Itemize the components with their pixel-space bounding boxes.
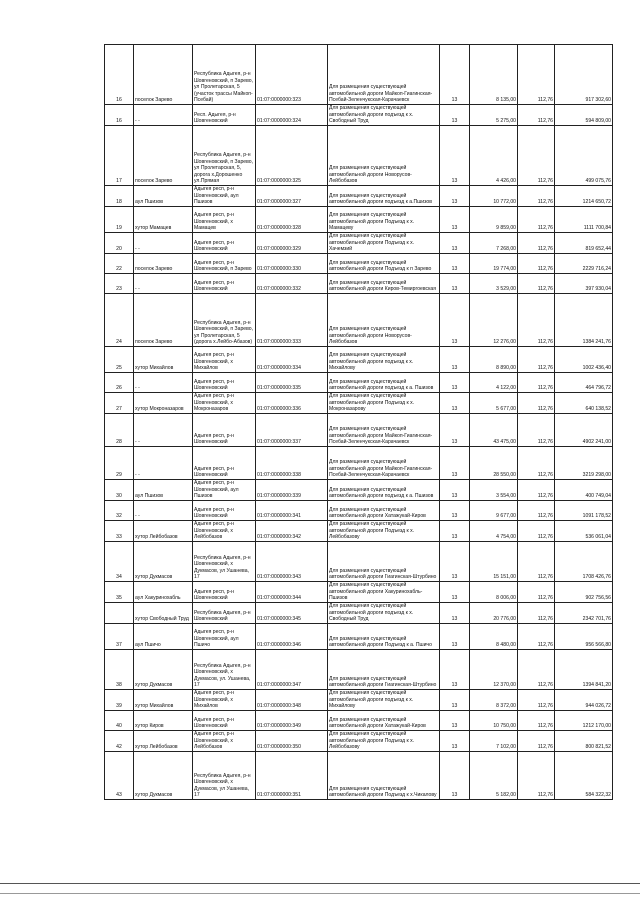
purpose-cell: Для размещения существующей автомобильной дороги Хакуринохабль-Пшизов (328, 582, 440, 603)
rate-cell: 112,76 (518, 582, 555, 603)
cadastral-number-cell: 01:07:0000000:346 (256, 624, 328, 650)
area-cell: 19 774,00 (470, 254, 518, 274)
address-cell: Адыгея респ, р-н Шовгеновский, аул Пшичо (193, 624, 256, 650)
rate-cell: 112,76 (518, 650, 555, 690)
locality-cell: хутор Лейбобазов (134, 521, 193, 542)
table-row (105, 274, 613, 294)
locality-cell: аул Хакуринохабль (134, 582, 193, 603)
locality-cell: - - (134, 447, 193, 480)
address-cell: Республика Адыгея, р-н Шовгеновский (193, 603, 256, 624)
area-cell: 3 554,00 (470, 480, 518, 501)
cadastral-number-cell: 01:07:0000000:333 (256, 294, 328, 347)
code-cell: 13 (440, 542, 470, 582)
total-value-cell: 1111 700,84 (555, 207, 613, 233)
rate-cell: 112,76 (518, 393, 555, 414)
total-value-cell: 1212 170,00 (555, 711, 613, 731)
code-cell: 13 (440, 690, 470, 711)
code-cell: 13 (440, 447, 470, 480)
row-number: 18 (105, 186, 134, 207)
purpose-cell: Для размещения существующей автомобильной дороги подъезд к а. Пшизов (328, 480, 440, 501)
area-cell: 8 006,00 (470, 582, 518, 603)
rate-cell: 112,76 (518, 711, 555, 731)
purpose-cell: Для размещения существующей автомобильной дороги Новорусов-Лейбобазов (328, 294, 440, 347)
cadastral-number-cell: 01:07:0000000:325 (256, 126, 328, 186)
area-cell: 5 677,00 (470, 393, 518, 414)
rate-cell: 112,76 (518, 521, 555, 542)
rate-cell: 112,76 (518, 752, 555, 800)
purpose-cell: Для размещения существующей автомобильной дороги Майкоп-Гиагинская-Псебай-Зеленчукская-Карачаевск (328, 447, 440, 480)
table-row (105, 731, 613, 752)
rate-cell: 112,76 (518, 414, 555, 447)
table-row (105, 711, 613, 731)
address-cell: Республика Адыгея, р-н Шовгеновский, п Зарево, ул Пролетарская, 5, дорога х.Дорошенко ул.Прямая (193, 126, 256, 186)
area-cell: 5 275,00 (470, 105, 518, 126)
locality-cell: хутор Дукмасов (134, 752, 193, 800)
cadastral-number-cell: 01:07:0000000:341 (256, 501, 328, 521)
area-cell: 43 475,00 (470, 414, 518, 447)
rate-cell: 112,76 (518, 233, 555, 254)
footer-rule-2 (0, 893, 640, 894)
address-cell: Адыгея респ, р-н Шовгеновский (193, 711, 256, 731)
rate-cell: 112,76 (518, 207, 555, 233)
table-row (105, 690, 613, 711)
row-number: 39 (105, 690, 134, 711)
rate-cell: 112,76 (518, 624, 555, 650)
purpose-cell: Для размещения существующей автомобильной дороги Киров-Темиргоевская (328, 274, 440, 294)
address-cell: Адыгея респ, р-н Шовгеновский (193, 233, 256, 254)
purpose-cell: Для размещения существующей автомобильной дороги Майкоп-Гиагинская-Псебай-Зеленчукская-Карачаевск (328, 45, 440, 105)
purpose-cell: Для размещения существующей автомобильной дороги подъезд к а.Пшизов (328, 186, 440, 207)
code-cell: 13 (440, 582, 470, 603)
cadastral-number-cell: 01:07:0000000:338 (256, 447, 328, 480)
row-number: 37 (105, 624, 134, 650)
purpose-cell: Для размещения существующей автомобильной дороги Подъезд к х. Лейбобазову (328, 731, 440, 752)
row-number: 29 (105, 447, 134, 480)
total-value-cell: 1384 241,76 (555, 294, 613, 347)
address-cell: Адыгея респ, р-н Шовгеновский (193, 582, 256, 603)
table-row (105, 624, 613, 650)
locality-cell: - - (134, 373, 193, 393)
table-row (105, 447, 613, 480)
code-cell: 13 (440, 45, 470, 105)
row-number: 43 (105, 752, 134, 800)
cadastral-number-cell: 01:07:0000000:337 (256, 414, 328, 447)
address-cell: Адыгея респ, р-н Шовгеновский, аул Пшизов (193, 480, 256, 501)
cadastral-number-cell: 01:07:0000000:349 (256, 711, 328, 731)
address-cell: Адыгея респ, р-н Шовгеновский, х Лейбобазов (193, 731, 256, 752)
row-number: 26 (105, 373, 134, 393)
locality-cell: поселок Зарево (134, 254, 193, 274)
locality-cell: хутор Дукмасов (134, 542, 193, 582)
cadastral-number-cell: 01:07:0000000:335 (256, 373, 328, 393)
row-number: 34 (105, 542, 134, 582)
row-number: 20 (105, 233, 134, 254)
code-cell: 13 (440, 105, 470, 126)
row-number: 42 (105, 731, 134, 752)
row-number: 16 (105, 45, 134, 105)
table-row (105, 45, 613, 105)
row-number: 28 (105, 414, 134, 447)
purpose-cell: Для размещения существующей автомобильной дороги подъезд к х. Свободный Труд (328, 105, 440, 126)
purpose-cell: Для размещения существующей автомобильной дороги подъезд к х. Михайлову (328, 347, 440, 373)
code-cell: 13 (440, 752, 470, 800)
table-row (105, 501, 613, 521)
row-number: 35 (105, 582, 134, 603)
locality-cell: поселок Зарево (134, 294, 193, 347)
locality-cell: - - (134, 274, 193, 294)
area-cell: 8 480,00 (470, 624, 518, 650)
code-cell: 13 (440, 650, 470, 690)
purpose-cell: Для размещения существующей автомобильной дороги Майкоп-Гиагинская-Псебай-Зеленчукская-Карачаевск (328, 414, 440, 447)
row-number: 30 (105, 480, 134, 501)
cadastral-number-cell: 01:07:0000000:323 (256, 45, 328, 105)
locality-cell: аул Пшизов (134, 480, 193, 501)
address-cell: Адыгея респ, р-н Шовгеновский (193, 501, 256, 521)
cadastral-number-cell: 01:07:0000000:350 (256, 731, 328, 752)
total-value-cell: 1214 650,72 (555, 186, 613, 207)
purpose-cell: Для размещения существующей автомобильной дороги подъезд к х. Свободный Труд (328, 603, 440, 624)
code-cell: 13 (440, 274, 470, 294)
total-value-cell: 4902 241,00 (555, 414, 613, 447)
rate-cell: 112,76 (518, 294, 555, 347)
address-cell: Адыгея респ, р-н Шовгеновский, х Михайлов (193, 690, 256, 711)
cadastral-number-cell: 01:07:0000000:334 (256, 347, 328, 373)
row-number: 23 (105, 274, 134, 294)
cadastral-number-cell: 01:07:0000000:344 (256, 582, 328, 603)
cadastral-number-cell: 01:07:0000000:345 (256, 603, 328, 624)
code-cell: 13 (440, 186, 470, 207)
row-number: 38 (105, 650, 134, 690)
area-cell: 8 890,00 (470, 347, 518, 373)
code-cell: 13 (440, 731, 470, 752)
address-cell: Республика Адыгея, р-н Шовгеновский, х Дукмасов, ул Ушанева, 17 (193, 542, 256, 582)
cadastral-number-cell: 01:07:0000000:339 (256, 480, 328, 501)
row-number: 17 (105, 126, 134, 186)
code-cell: 13 (440, 414, 470, 447)
rate-cell: 112,76 (518, 731, 555, 752)
total-value-cell: 594 809,00 (555, 105, 613, 126)
area-cell: 4 122,00 (470, 373, 518, 393)
cadastral-number-cell: 01:07:0000000:328 (256, 207, 328, 233)
locality-cell: хутор Михайлов (134, 347, 193, 373)
locality-cell: хутор Михайлов (134, 690, 193, 711)
footer-rule (0, 883, 640, 884)
area-cell: 15 151,00 (470, 542, 518, 582)
row-number: 24 (105, 294, 134, 347)
address-cell: Адыгея респ, р-н Шовгеновский (193, 447, 256, 480)
table-row (105, 480, 613, 501)
total-value-cell: 400 749,04 (555, 480, 613, 501)
table-row (105, 521, 613, 542)
row-number: 16 (105, 105, 134, 126)
rate-cell: 112,76 (518, 126, 555, 186)
locality-cell: поселок Зарево (134, 126, 193, 186)
table-row (105, 603, 613, 624)
locality-cell: хутор Мокроназаров (134, 393, 193, 414)
purpose-cell: Для размещения существующей автомобильной дороги Новорусов-Лейбобазов (328, 126, 440, 186)
address-cell: Адыгея респ, р-н Шовгеновский (193, 274, 256, 294)
area-cell: 3 529,00 (470, 274, 518, 294)
table-row (105, 126, 613, 186)
purpose-cell: Для размещения существующей автомобильной дороги Хатажукай-Киров (328, 501, 440, 521)
rate-cell: 112,76 (518, 347, 555, 373)
code-cell: 13 (440, 126, 470, 186)
locality-cell: - - (134, 105, 193, 126)
rate-cell: 112,76 (518, 542, 555, 582)
code-cell: 13 (440, 501, 470, 521)
total-value-cell: 1708 426,76 (555, 542, 613, 582)
locality-cell: - - (134, 414, 193, 447)
purpose-cell: Для размещения существующей автомобильной дороги Подъезд к х. Мокроназарову (328, 393, 440, 414)
code-cell: 13 (440, 207, 470, 233)
total-value-cell: 3219 298,00 (555, 447, 613, 480)
code-cell: 13 (440, 373, 470, 393)
address-cell: Адыгея респ, р-н Шовгеновский, х Михайлов (193, 347, 256, 373)
total-value-cell: 640 138,52 (555, 393, 613, 414)
total-value-cell: 956 566,80 (555, 624, 613, 650)
table-row (105, 254, 613, 274)
table-row (105, 347, 613, 373)
rate-cell: 112,76 (518, 105, 555, 126)
cadastral-number-cell: 01:07:0000000:342 (256, 521, 328, 542)
area-cell: 5 182,00 (470, 752, 518, 800)
purpose-cell: Для размещения существующей автомобильной дороги Подъезд к а. Пшичо (328, 624, 440, 650)
cadastral-number-cell: 01:07:0000000:343 (256, 542, 328, 582)
locality-cell: хутор Дукмасов (134, 650, 193, 690)
cadastral-number-cell: 01:07:0000000:324 (256, 105, 328, 126)
code-cell: 13 (440, 603, 470, 624)
total-value-cell: 902 756,56 (555, 582, 613, 603)
total-value-cell: 499 075,76 (555, 126, 613, 186)
land-plots-table (104, 44, 613, 800)
total-value-cell: 464 796,72 (555, 373, 613, 393)
cadastral-number-cell: 01:07:0000000:332 (256, 274, 328, 294)
address-cell: Адыгея респ, р-н Шовгеновский, х Лейбобазов (193, 521, 256, 542)
register-page (104, 44, 612, 800)
cadastral-number-cell: 01:07:0000000:351 (256, 752, 328, 800)
rate-cell: 112,76 (518, 186, 555, 207)
total-value-cell: 819 652,44 (555, 233, 613, 254)
code-cell: 13 (440, 393, 470, 414)
code-cell: 13 (440, 233, 470, 254)
locality-cell: - - (134, 233, 193, 254)
code-cell: 13 (440, 254, 470, 274)
rate-cell: 112,76 (518, 501, 555, 521)
area-cell: 28 550,00 (470, 447, 518, 480)
cadastral-number-cell: 01:07:0000000:329 (256, 233, 328, 254)
area-cell: 12 370,00 (470, 650, 518, 690)
row-number: 22 (105, 254, 134, 274)
rate-cell: 112,76 (518, 603, 555, 624)
row-number: 25 (105, 347, 134, 373)
code-cell: 13 (440, 347, 470, 373)
locality-cell: хутор Киров (134, 711, 193, 731)
purpose-cell: Для размещения существующей автомобильной дороги Подъезд к п Зарево (328, 254, 440, 274)
rate-cell: 112,76 (518, 373, 555, 393)
total-value-cell: 800 821,52 (555, 731, 613, 752)
table-row (105, 373, 613, 393)
row-number: 33 (105, 521, 134, 542)
area-cell: 9 677,00 (470, 501, 518, 521)
rate-cell: 112,76 (518, 480, 555, 501)
address-cell: Адыгея респ, р-н Шовгеновский, аул Пшизов (193, 186, 256, 207)
total-value-cell: 944 026,72 (555, 690, 613, 711)
address-cell: Адыгея респ, р-н Шовгеновский, х Мокроназаров (193, 393, 256, 414)
row-number: 19 (105, 207, 134, 233)
area-cell: 20 776,00 (470, 603, 518, 624)
purpose-cell: Для размещения существующей автомобильной дороги Подъезд к х. Мамацеву (328, 207, 440, 233)
cadastral-number-cell: 01:07:0000000:330 (256, 254, 328, 274)
row-number: 40 (105, 711, 134, 731)
area-cell: 7 268,00 (470, 233, 518, 254)
address-cell: Респ. Адыгея, р-н Шовгеновский (193, 105, 256, 126)
address-cell: Адыгея респ, р-н Шовгеновский, х Мамацев (193, 207, 256, 233)
locality-cell: хутор Мамацев (134, 207, 193, 233)
area-cell: 7 102,00 (470, 731, 518, 752)
locality-cell: хутор Свободный Труд (134, 603, 193, 624)
table-row (105, 233, 613, 254)
cadastral-number-cell: 01:07:0000000:348 (256, 690, 328, 711)
purpose-cell: Для размещения существующей автомобильной дороги Подъезд к х. Хачемзий (328, 233, 440, 254)
code-cell: 13 (440, 521, 470, 542)
locality-cell: поселок Зарево (134, 45, 193, 105)
code-cell: 13 (440, 294, 470, 347)
total-value-cell: 584 322,32 (555, 752, 613, 800)
rate-cell: 112,76 (518, 447, 555, 480)
row-number: 32 (105, 501, 134, 521)
table-row (105, 414, 613, 447)
purpose-cell: Для размещения существующей автомобильной дороги подъезд к х. Михайлову (328, 690, 440, 711)
table-row (105, 582, 613, 603)
area-cell: 4 754,00 (470, 521, 518, 542)
purpose-cell: Для размещения существующей автомобильной дороги Гиагинская-Штурбино (328, 542, 440, 582)
purpose-cell: Для размещения существующей автомобильной дороги Гиагинская-Штурбино (328, 650, 440, 690)
rate-cell: 112,76 (518, 690, 555, 711)
cadastral-number-cell: 01:07:0000000:347 (256, 650, 328, 690)
address-cell: Адыгея респ, р-н Шовгеновский (193, 373, 256, 393)
table-row (105, 650, 613, 690)
cadastral-number-cell: 01:07:0000000:336 (256, 393, 328, 414)
area-cell: 4 426,00 (470, 126, 518, 186)
table-row (105, 393, 613, 414)
purpose-cell: Для размещения существующей автомобильной дороги Подъезд к х.Чикалову (328, 752, 440, 800)
address-cell: Республика Адыгея, р-н Шовгеновский, х Дукмасов, ул. Ушанева, 17 (193, 650, 256, 690)
address-cell: Республика Адыгея, р-н Шовгеновский, х Дукмасов, ул Ушанева, 17 (193, 752, 256, 800)
total-value-cell: 917 302,60 (555, 45, 613, 105)
locality-cell: - - (134, 501, 193, 521)
row-number: 27 (105, 393, 134, 414)
total-value-cell: 1394 841,20 (555, 650, 613, 690)
address-cell: Адыгея респ, р-н Шовгеновский, п Зарево (193, 254, 256, 274)
area-cell: 9 859,00 (470, 207, 518, 233)
table-row (105, 207, 613, 233)
total-value-cell: 536 061,04 (555, 521, 613, 542)
row-number (105, 603, 134, 624)
rate-cell: 112,76 (518, 45, 555, 105)
rate-cell: 112,76 (518, 274, 555, 294)
cadastral-number-cell: 01:07:0000000:327 (256, 186, 328, 207)
locality-cell: хутор Лейбобазов (134, 731, 193, 752)
table-row (105, 542, 613, 582)
code-cell: 13 (440, 711, 470, 731)
rate-cell: 112,76 (518, 254, 555, 274)
table-row (105, 752, 613, 800)
total-value-cell: 397 930,04 (555, 274, 613, 294)
purpose-cell: Для размещения существующей автомобильной дороги Хатажукай-Киров (328, 711, 440, 731)
total-value-cell: 1002 436,40 (555, 347, 613, 373)
code-cell: 13 (440, 480, 470, 501)
locality-cell: аул Пшичо (134, 624, 193, 650)
address-cell: Республика Адыгея, р-н Шовгеновский, п Зарево, ул Пролетарская, 5 (дорога х.Лейбо-Абазов) (193, 294, 256, 347)
area-cell: 10 750,00 (470, 711, 518, 731)
code-cell: 13 (440, 624, 470, 650)
table-row (105, 294, 613, 347)
area-cell: 12 276,00 (470, 294, 518, 347)
area-cell: 8 135,00 (470, 45, 518, 105)
locality-cell: аул Пшизов (134, 186, 193, 207)
total-value-cell: 2342 701,76 (555, 603, 613, 624)
table-row (105, 186, 613, 207)
purpose-cell: Для размещения существующей автомобильной дороги Подъезд к х. Лейбобазову (328, 521, 440, 542)
area-cell: 8 372,00 (470, 690, 518, 711)
table-row (105, 105, 613, 126)
total-value-cell: 1091 178,52 (555, 501, 613, 521)
purpose-cell: Для размещения существующей автомобильной дороги подъезд к а. Пшизов (328, 373, 440, 393)
area-cell: 10 772,00 (470, 186, 518, 207)
address-cell: Адыгея респ, р-н Шовгеновский (193, 414, 256, 447)
address-cell: Республика Адыгея, р-н Шовгеновский, п Зарево, ул Пролетарская, 5 (участок трассы Майкоп-Псебай) (193, 45, 256, 105)
total-value-cell: 2229 716,24 (555, 254, 613, 274)
